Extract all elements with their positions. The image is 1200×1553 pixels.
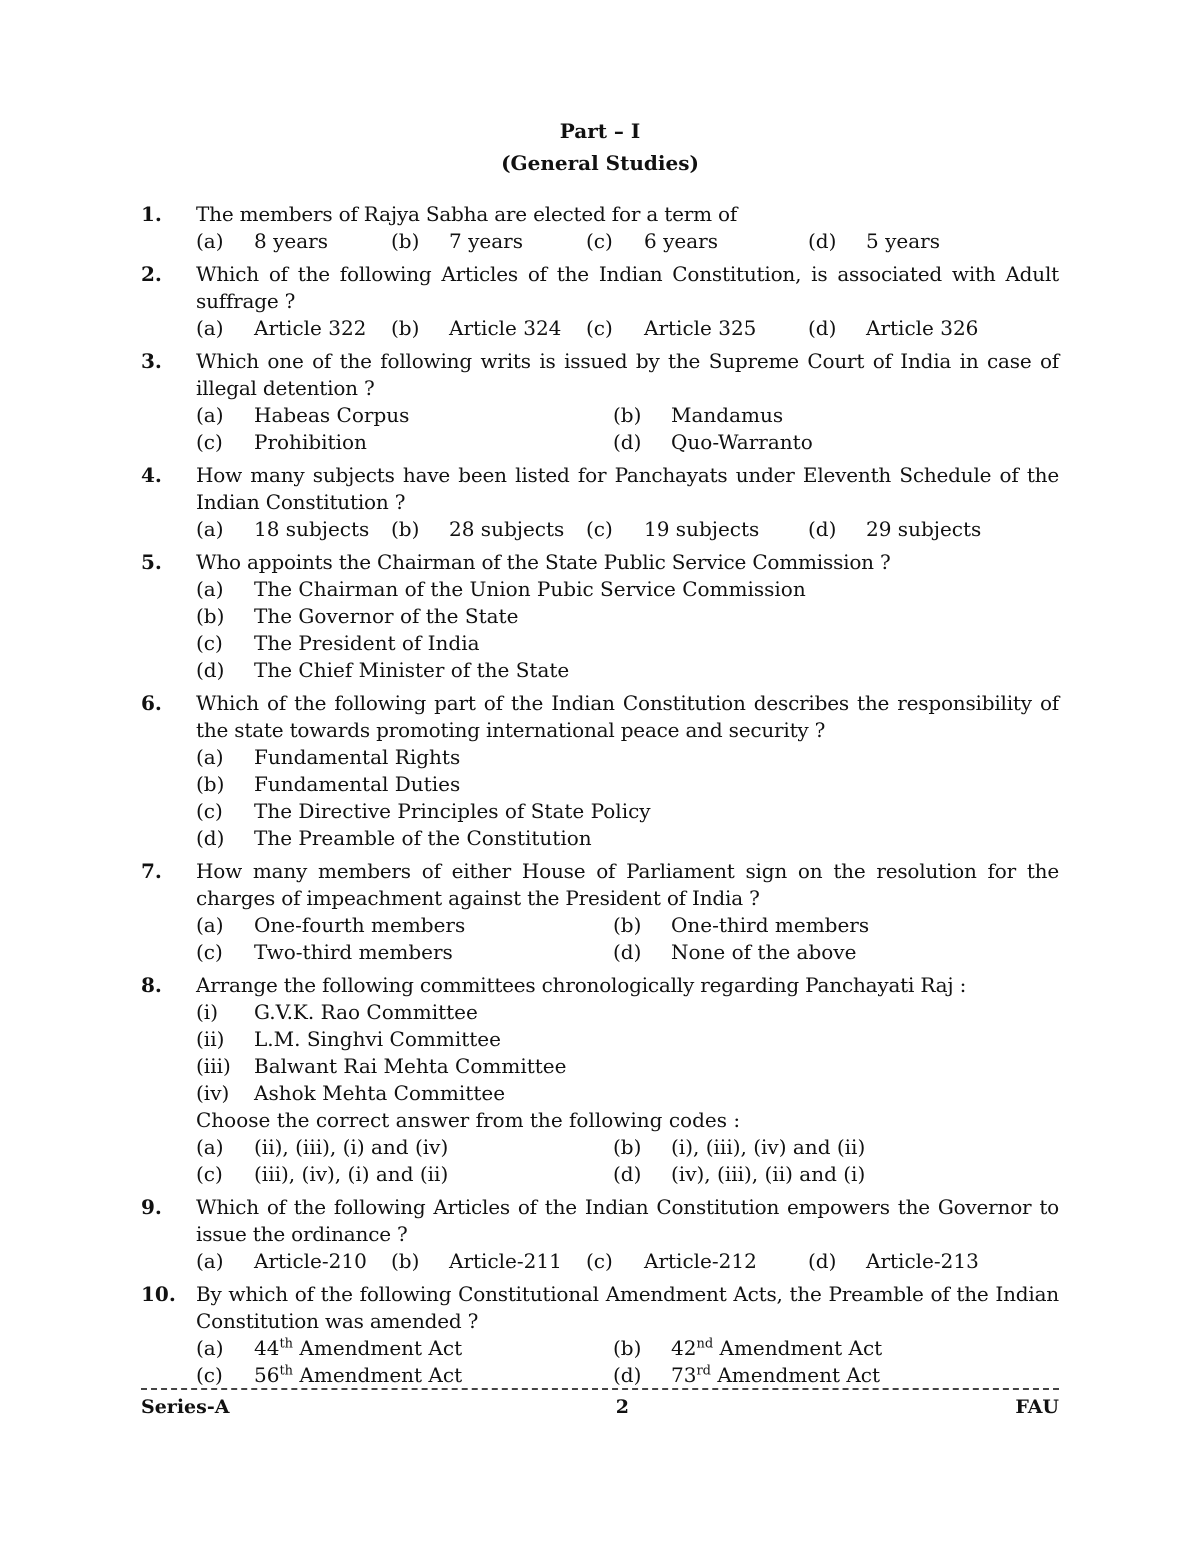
option-row bbox=[196, 1134, 1059, 1161]
question-text: The members of Rajya Sabha are elected for a term of bbox=[196, 202, 738, 226]
answer-option bbox=[391, 315, 586, 342]
answer-option bbox=[196, 825, 1059, 852]
statement-item bbox=[196, 999, 1059, 1026]
option-text: Article 326 bbox=[866, 316, 979, 340]
option-label: (a) bbox=[196, 745, 224, 769]
question-text: Which of the following part of the Indian Constitution describes the responsibility of the state towards promoting international peace and security ? bbox=[196, 691, 1059, 742]
option-list bbox=[196, 576, 1059, 684]
option-row bbox=[196, 939, 1059, 966]
option-label: (d) bbox=[613, 1162, 642, 1186]
option-label: (c) bbox=[196, 799, 223, 823]
section-subtitle: (General Studies) bbox=[501, 151, 699, 175]
option-text: One-third members bbox=[671, 913, 870, 937]
answer-option bbox=[196, 228, 391, 255]
option-text: 28 subjects bbox=[449, 517, 565, 541]
answer-option bbox=[196, 1335, 613, 1362]
option-label: (c) bbox=[196, 631, 223, 655]
option-list bbox=[196, 516, 1059, 543]
option-list bbox=[196, 744, 1059, 852]
option-row bbox=[196, 771, 1059, 798]
ordinal-suffix: rd bbox=[696, 1363, 711, 1379]
statement-item bbox=[196, 1053, 1059, 1080]
option-row bbox=[196, 825, 1059, 852]
option-text: Article-211 bbox=[449, 1249, 562, 1273]
option-text: (iii), (iv), (i) and (ii) bbox=[254, 1162, 449, 1186]
question-number: 1. bbox=[141, 202, 162, 226]
option-text: Article 324 bbox=[449, 316, 562, 340]
answer-option bbox=[196, 402, 613, 429]
ordinal-number: 73 bbox=[671, 1363, 697, 1387]
option-label: (d) bbox=[613, 430, 642, 454]
option-text: The President of India bbox=[254, 631, 480, 655]
option-text-rest: Amendment Act bbox=[713, 1336, 883, 1360]
question-2 bbox=[141, 261, 1059, 342]
option-label: (b) bbox=[196, 604, 225, 628]
option-label: (a) bbox=[196, 403, 224, 427]
question-number: 4. bbox=[141, 463, 162, 487]
question-10 bbox=[141, 1281, 1059, 1389]
option-row bbox=[196, 1335, 1059, 1362]
option-text bbox=[254, 1362, 462, 1389]
option-list bbox=[196, 1134, 1059, 1188]
option-text: The Chief Minister of the State bbox=[254, 658, 570, 682]
question-number: 9. bbox=[141, 1195, 162, 1219]
option-text-rest: Amendment Act bbox=[711, 1363, 881, 1387]
footer-divider bbox=[141, 1388, 1059, 1390]
answer-option bbox=[196, 1161, 613, 1188]
answer-option bbox=[196, 657, 1059, 684]
answer-option bbox=[808, 1248, 1003, 1275]
question-stem bbox=[141, 549, 1059, 576]
option-text: Fundamental Duties bbox=[254, 772, 461, 796]
option-label: (a) bbox=[196, 229, 224, 253]
question-text: Which of the following Articles of the Indian Constitution, is associated with Adult suffrage ? bbox=[196, 262, 1059, 313]
option-label: (d) bbox=[613, 1363, 642, 1387]
option-label: (c) bbox=[586, 316, 613, 340]
option-text: Habeas Corpus bbox=[254, 403, 410, 427]
option-label: (b) bbox=[196, 772, 225, 796]
option-row bbox=[196, 429, 1059, 456]
statement-row bbox=[196, 1080, 1059, 1107]
question-text: How many subjects have been listed for Panchayats under Eleventh Schedule of the Indian Constitution ? bbox=[196, 463, 1059, 514]
question-stem bbox=[141, 858, 1059, 912]
question-number: 10. bbox=[141, 1282, 176, 1306]
option-list bbox=[196, 315, 1059, 342]
option-text: L.M. Singhvi Committee bbox=[254, 1027, 501, 1051]
option-row bbox=[196, 315, 1059, 342]
option-text: 5 years bbox=[866, 229, 940, 253]
option-text: The Chairman of the Union Pubic Service Commission bbox=[254, 577, 806, 601]
option-row bbox=[196, 402, 1059, 429]
answer-option bbox=[196, 1248, 391, 1275]
option-text: Ashok Mehta Committee bbox=[254, 1081, 506, 1105]
answer-option bbox=[586, 315, 808, 342]
option-text-rest: Amendment Act bbox=[293, 1363, 463, 1387]
option-text: The Governor of the State bbox=[254, 604, 519, 628]
question-text: By which of the following Constitutional Amendment Acts, the Preamble of the Indian Constitution was amended ? bbox=[196, 1282, 1059, 1333]
option-label: (ii) bbox=[196, 1027, 225, 1051]
answer-option bbox=[196, 603, 1059, 630]
option-text: The Preamble of the Constitution bbox=[254, 826, 592, 850]
question-number: 8. bbox=[141, 973, 162, 997]
option-row bbox=[196, 630, 1059, 657]
answer-option bbox=[613, 912, 1030, 939]
question-stem bbox=[141, 690, 1059, 744]
option-row bbox=[196, 603, 1059, 630]
option-text: Article 325 bbox=[644, 316, 757, 340]
option-label: (d) bbox=[808, 229, 837, 253]
answer-option bbox=[808, 516, 1003, 543]
option-row bbox=[196, 1362, 1059, 1389]
option-text bbox=[671, 1362, 880, 1389]
option-label: (d) bbox=[808, 517, 837, 541]
option-text: 18 subjects bbox=[254, 517, 370, 541]
answer-option bbox=[196, 771, 1059, 798]
option-label: (b) bbox=[613, 913, 642, 937]
option-label: (b) bbox=[613, 1135, 642, 1159]
part-heading: Part – I bbox=[559, 119, 641, 143]
option-text: None of the above bbox=[671, 940, 857, 964]
option-text: Article 322 bbox=[254, 316, 367, 340]
answer-option bbox=[613, 1134, 1030, 1161]
option-row bbox=[196, 1248, 1059, 1275]
option-list bbox=[196, 228, 1059, 255]
option-text: Article-212 bbox=[644, 1249, 757, 1273]
statement-row bbox=[196, 1026, 1059, 1053]
option-text: G.V.K. Rao Committee bbox=[254, 1000, 478, 1024]
option-label: (d) bbox=[808, 316, 837, 340]
option-row bbox=[196, 657, 1059, 684]
series-label: Series-A bbox=[141, 1396, 230, 1418]
option-text: The Directive Principles of State Policy bbox=[254, 799, 651, 823]
option-list bbox=[196, 912, 1059, 966]
option-label: (a) bbox=[196, 1249, 224, 1273]
option-list bbox=[196, 402, 1059, 456]
answer-option bbox=[613, 402, 1030, 429]
question-text: Who appoints the Chairman of the State Public Service Commission ? bbox=[196, 550, 891, 574]
option-label: (b) bbox=[391, 517, 420, 541]
option-label: (c) bbox=[196, 1363, 223, 1387]
option-text: Two-third members bbox=[254, 940, 453, 964]
question-stem bbox=[141, 348, 1059, 402]
option-row bbox=[196, 798, 1059, 825]
option-label: (iv) bbox=[196, 1081, 230, 1105]
option-label: (b) bbox=[613, 403, 642, 427]
option-row bbox=[196, 228, 1059, 255]
ordinal-suffix: th bbox=[279, 1336, 294, 1352]
question-text: Arrange the following committees chronologically regarding Panchayati Raj : bbox=[196, 973, 967, 997]
ordinal-number: 42 bbox=[671, 1336, 697, 1360]
option-text: Quo-Warranto bbox=[671, 430, 813, 454]
question-5 bbox=[141, 549, 1059, 684]
option-text: Fundamental Rights bbox=[254, 745, 461, 769]
answer-option bbox=[196, 798, 1059, 825]
question-7 bbox=[141, 858, 1059, 966]
option-row bbox=[196, 1161, 1059, 1188]
question-number: 3. bbox=[141, 349, 162, 373]
answer-option bbox=[196, 912, 613, 939]
option-label: (a) bbox=[196, 1135, 224, 1159]
answer-option bbox=[196, 630, 1059, 657]
option-label: (c) bbox=[196, 940, 223, 964]
question-stem bbox=[141, 201, 1059, 228]
answer-option bbox=[196, 315, 391, 342]
option-label: (iii) bbox=[196, 1054, 231, 1078]
question-1 bbox=[141, 201, 1059, 255]
option-text: Mandamus bbox=[671, 403, 784, 427]
option-text: 6 years bbox=[644, 229, 718, 253]
answer-option bbox=[196, 1134, 613, 1161]
statement-row bbox=[196, 999, 1059, 1026]
answer-option bbox=[808, 315, 1003, 342]
statement-row bbox=[196, 1053, 1059, 1080]
option-text-rest: Amendment Act bbox=[293, 1336, 463, 1360]
question-8 bbox=[141, 972, 1059, 1188]
page-footer bbox=[141, 1396, 1059, 1418]
page-number: 2 bbox=[615, 1396, 629, 1418]
option-label: (b) bbox=[391, 316, 420, 340]
option-row bbox=[196, 912, 1059, 939]
answer-option bbox=[613, 1362, 1030, 1389]
question-stem bbox=[141, 462, 1059, 516]
question-list bbox=[141, 201, 1059, 1395]
statement-item bbox=[196, 1080, 1059, 1107]
option-label: (c) bbox=[586, 1249, 613, 1273]
ordinal-suffix: th bbox=[279, 1363, 294, 1379]
answer-option bbox=[586, 1248, 808, 1275]
option-label: (a) bbox=[196, 316, 224, 340]
option-label: (b) bbox=[391, 1249, 420, 1273]
answer-option bbox=[586, 516, 808, 543]
question-9 bbox=[141, 1194, 1059, 1275]
question-number: 6. bbox=[141, 691, 162, 715]
question-stem bbox=[141, 1194, 1059, 1248]
answer-option bbox=[196, 744, 1059, 771]
option-label: (b) bbox=[391, 229, 420, 253]
ordinal-number: 56 bbox=[254, 1363, 280, 1387]
answer-option bbox=[613, 939, 1030, 966]
answer-option bbox=[196, 516, 391, 543]
answer-option bbox=[391, 228, 586, 255]
question-3 bbox=[141, 348, 1059, 456]
option-label: (a) bbox=[196, 913, 224, 937]
answer-option bbox=[613, 1335, 1030, 1362]
question-number: 7. bbox=[141, 859, 162, 883]
option-label: (b) bbox=[613, 1336, 642, 1360]
option-label: (c) bbox=[196, 1162, 223, 1186]
option-text: (i), (iii), (iv) and (ii) bbox=[671, 1135, 866, 1159]
question-text: Which of the following Articles of the Indian Constitution empowers the Governor to issue the ordinance ? bbox=[196, 1195, 1059, 1246]
ordinal-suffix: nd bbox=[696, 1336, 714, 1352]
option-text: 29 subjects bbox=[866, 517, 982, 541]
option-text: Article-213 bbox=[866, 1249, 979, 1273]
option-label: (c) bbox=[586, 517, 613, 541]
option-text: Prohibition bbox=[254, 430, 367, 454]
option-text: 19 subjects bbox=[644, 517, 760, 541]
option-label: (i) bbox=[196, 1000, 219, 1024]
option-row bbox=[196, 744, 1059, 771]
codes-instruction: Choose the correct answer from the following codes : bbox=[196, 1108, 741, 1132]
answer-option bbox=[586, 228, 808, 255]
option-row bbox=[196, 516, 1059, 543]
answer-option bbox=[808, 228, 1003, 255]
option-label: (a) bbox=[196, 1336, 224, 1360]
ordinal-number: 44 bbox=[254, 1336, 280, 1360]
option-text: One-fourth members bbox=[254, 913, 466, 937]
question-text: Which one of the following writs is issued by the Supreme Court of India in case of illegal detention ? bbox=[196, 349, 1059, 400]
option-text: 7 years bbox=[449, 229, 523, 253]
question-stem bbox=[141, 261, 1059, 315]
option-label: (d) bbox=[808, 1249, 837, 1273]
statement-list bbox=[196, 999, 1059, 1107]
option-label: (d) bbox=[196, 658, 225, 682]
option-label: (c) bbox=[586, 229, 613, 253]
answer-option bbox=[196, 429, 613, 456]
option-text: Balwant Rai Mehta Committee bbox=[254, 1054, 567, 1078]
question-4 bbox=[141, 462, 1059, 543]
option-text: 8 years bbox=[254, 229, 328, 253]
question-number: 5. bbox=[141, 550, 162, 574]
option-text: (iv), (iii), (ii) and (i) bbox=[671, 1162, 866, 1186]
option-text bbox=[254, 1335, 462, 1362]
answer-option bbox=[613, 429, 1030, 456]
paper-code: FAU bbox=[1015, 1396, 1059, 1418]
option-label: (c) bbox=[196, 430, 223, 454]
statement-item bbox=[196, 1026, 1059, 1053]
answer-option bbox=[196, 939, 613, 966]
question-stem bbox=[141, 1281, 1059, 1335]
option-text: Article-210 bbox=[254, 1249, 367, 1273]
answer-option bbox=[391, 1248, 586, 1275]
answer-option bbox=[196, 576, 1059, 603]
option-text: (ii), (iii), (i) and (iv) bbox=[254, 1135, 449, 1159]
option-label: (a) bbox=[196, 517, 224, 541]
option-label: (d) bbox=[196, 826, 225, 850]
option-list bbox=[196, 1248, 1059, 1275]
option-list bbox=[196, 1335, 1059, 1389]
option-label: (d) bbox=[613, 940, 642, 964]
question-text: How many members of either House of Parliament sign on the resolution for the charges of impeachment against the President of India ? bbox=[196, 859, 1059, 910]
answer-option bbox=[391, 516, 586, 543]
question-stem bbox=[141, 972, 1059, 999]
answer-option bbox=[196, 1362, 613, 1389]
option-row bbox=[196, 576, 1059, 603]
answer-option bbox=[613, 1161, 1030, 1188]
option-label: (a) bbox=[196, 577, 224, 601]
option-text bbox=[671, 1335, 882, 1362]
question-6 bbox=[141, 690, 1059, 852]
question-number: 2. bbox=[141, 262, 162, 286]
